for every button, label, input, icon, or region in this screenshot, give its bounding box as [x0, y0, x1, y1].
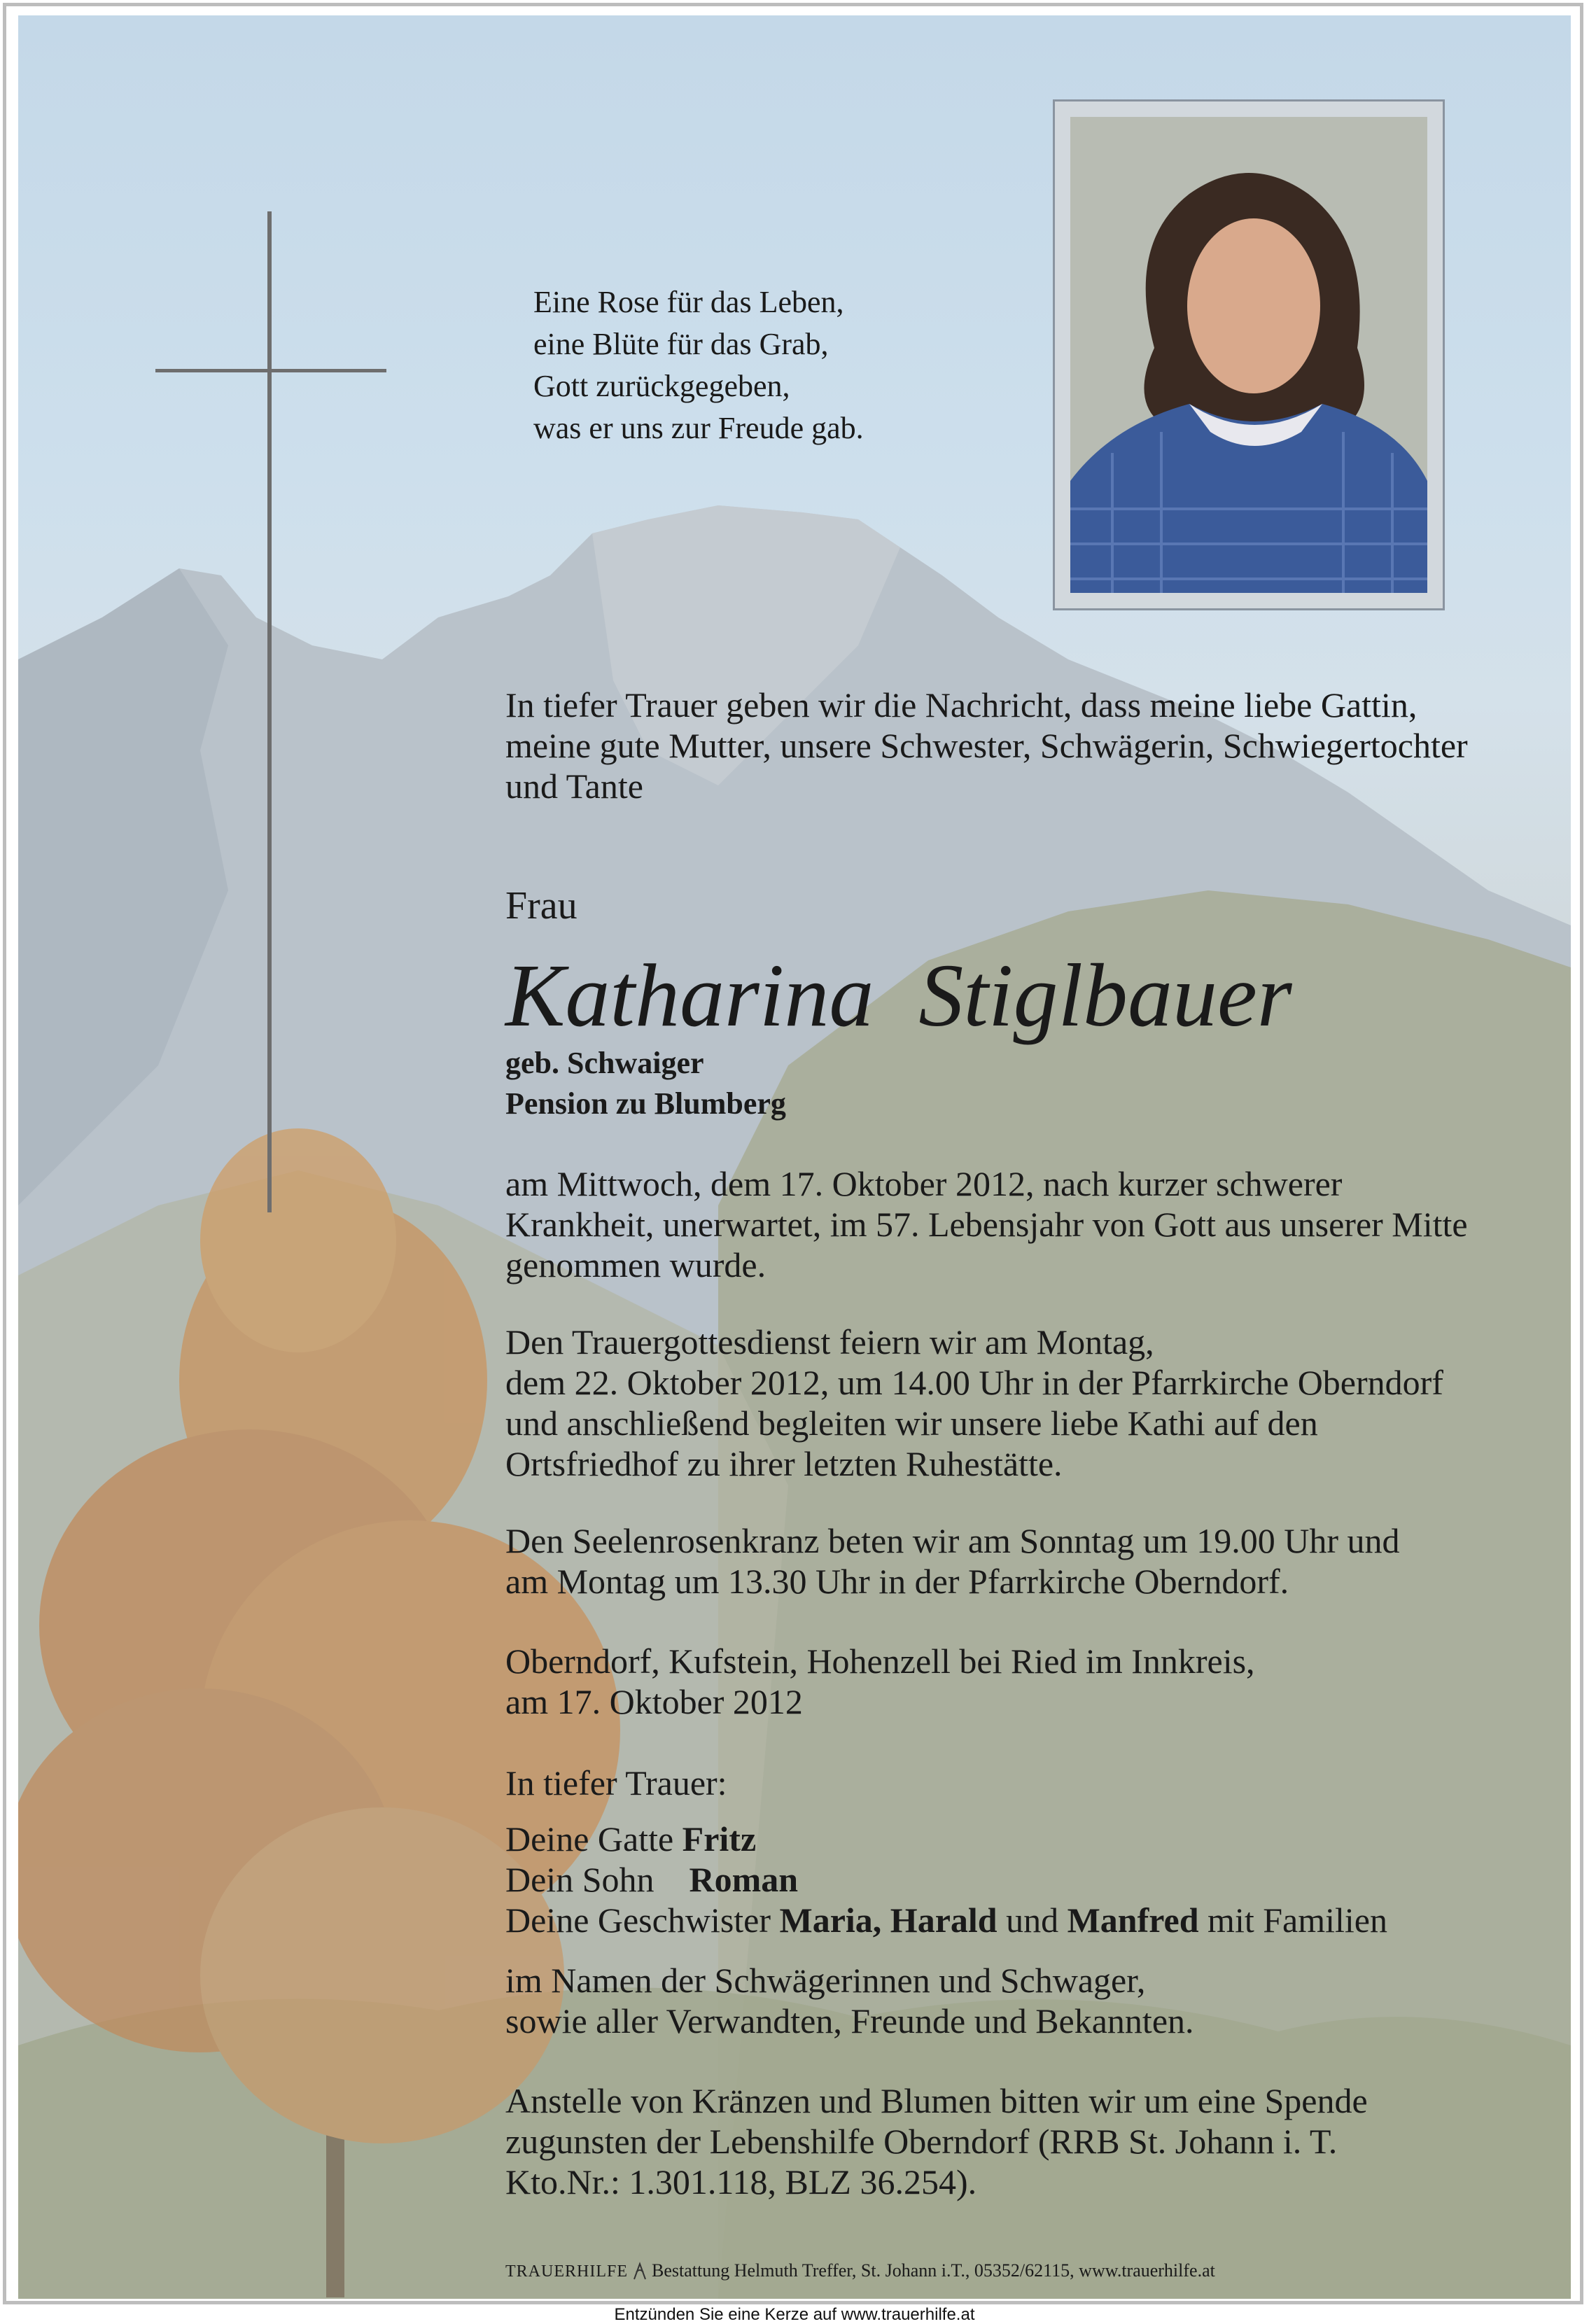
funeral-paragraph: Den Trauergottesdienst feiern wir am Montag, dem 22. Oktober 2012, um 14.00 Uhr in der Pfarrkirche Oberndorf und anschließend begleiten wir unsere liebe Kathi auf den Ortsfriedhof zu ihrer letzten Ruhestätte. — [505, 1322, 1443, 1483]
memorial-poem — [533, 281, 864, 449]
spouse-line: Deine Gatte Fritz — [505, 1819, 757, 1858]
birth-name: geb. Schwaiger — [505, 1046, 704, 1080]
portrait-frame — [1053, 99, 1445, 610]
place-date-paragraph: Oberndorf, Kufstein, Hohenzell bei Ried im Innkreis, am 17. Oktober 2012 — [505, 1642, 1255, 1721]
mourners-others: im Namen der Schwägerinnen und Schwager, sowie aller Verwandten, Freunde und Bekannten. — [505, 1961, 1194, 2040]
intro-paragraph: In tiefer Trauer geben wir die Nachricht, dass meine liebe Gattin, meine gute Mutter, unsere Schwester, Schwägerin, Schwiegertochter und Tante — [505, 685, 1468, 806]
deceased-name: Katharina Stiglbauer — [505, 946, 1292, 1045]
salutation: Frau — [505, 884, 578, 927]
rosary-paragraph: Den Seelenrosenkranz beten wir am Sonntag um 19.00 Uhr und am Montag um 13.30 Uhr in der Pfarrkirche Oberndorf. — [505, 1521, 1400, 1601]
poem-line: Gott zurückgegeben, — [533, 369, 790, 403]
cross-horizontal-bar — [155, 369, 386, 372]
son-line: Dein Sohn Roman — [505, 1860, 799, 1899]
undertaker-footer — [505, 2260, 1215, 2283]
poem-line: Eine Rose für das Leben, — [533, 285, 844, 319]
cross-vertical-bar — [267, 211, 272, 1212]
donation-paragraph: Anstelle von Kränzen und Blumen bitten wir um eine Spende zugunsten der Lebenshilfe Oberndorf (RRB St. Johann i. T. Kto.Nr.: 1.301.118, BLZ 36.254). — [505, 2081, 1368, 2202]
portrait-photo — [1070, 117, 1427, 593]
poem-line: eine Blüte für das Grab, — [533, 327, 829, 361]
footer-brand: TRAUERHILFE — [505, 2262, 628, 2281]
candle-link-caption[interactable]: Entzünden Sie eine Kerze auf www.trauerhilfe.at — [614, 2305, 975, 2324]
affiliation: Pension zu Blumberg — [505, 1086, 786, 1121]
footer-text: Bestattung Helmuth Treffer, St. Johann i.T., 05352/62115, www.trauerhilfe.at — [652, 2260, 1215, 2281]
face — [1187, 218, 1320, 393]
deceased-details — [505, 1043, 786, 1124]
poem-line: was er uns zur Freude gab. — [533, 411, 864, 445]
siblings-line: Deine Geschwister Maria, Harald und Manfred mit Familien — [505, 1900, 1387, 1940]
death-notice-paragraph: am Mittwoch, dem 17. Oktober 2012, nach kurzer schwerer Krankheit, unerwartet, im 57. Lebensjahr von Gott aus unserer Mitte genommen wurde. — [505, 1164, 1468, 1284]
mourners-list — [505, 1819, 1541, 1940]
obituary-card — [18, 15, 1571, 2299]
mourners-heading: In tiefer Trauer: — [505, 1763, 727, 1802]
dove-logo-icon — [632, 2261, 648, 2281]
portrait-illustration — [1070, 117, 1427, 593]
